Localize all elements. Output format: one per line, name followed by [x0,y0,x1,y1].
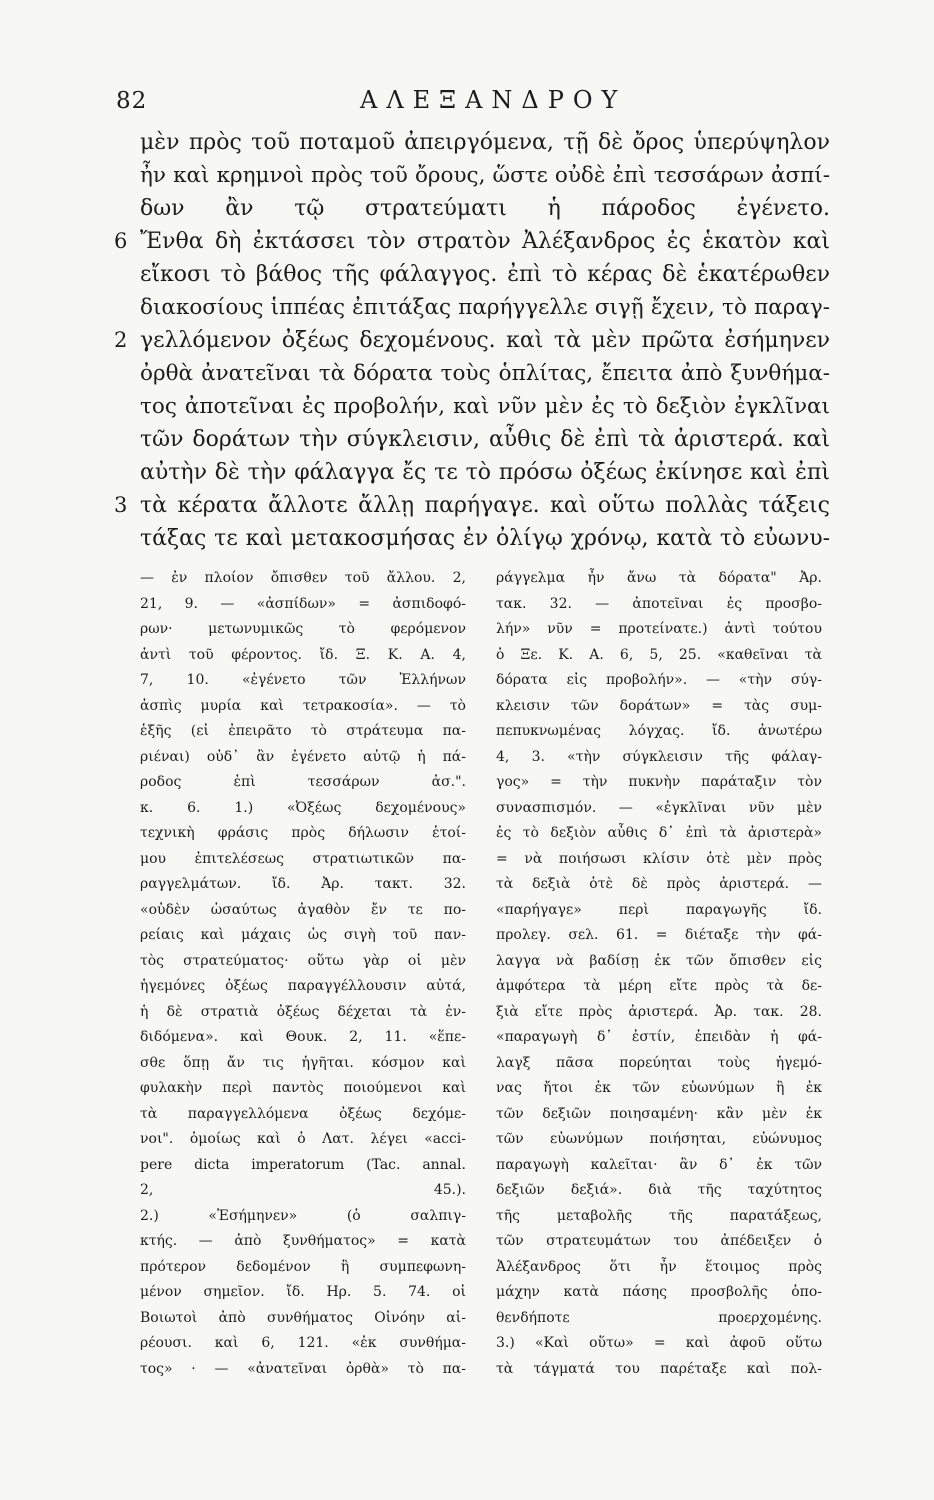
commentary-line: κτής. — ἀπὸ ξυνθήματος» = κατὰ [140,1233,466,1249]
commentary-line: κλεισιν τῶν δοράτων» = τὰς συμ- [496,697,822,714]
commentary-line: λαγγα νὰ βαδίσῃ ἐκ τῶν ὄπισθεν εἰς [496,952,822,969]
commentary-line: ρων· μετωνυμικῶς τὸ φερόμενον [140,621,466,637]
main-text-line [140,291,830,324]
commentary-line: δόρατα εἰς προβολήν». — «τὴν σύγ- [496,672,822,688]
commentary-line: τὸς στρατεύματος· οὕτω γὰρ οἱ μὲν [140,952,466,969]
main-text-line [140,456,830,489]
main-text-content: δων ἂν τῷ στρατεύματι ἡ πάροδος ἐγένετο. [140,196,830,221]
commentary-line: τὰ δεξιὰ ὁτὲ δὲ πρὸς ἀριστερά. — [496,876,822,892]
commentary-line: φυλακὴν περὶ παντὸς ποιούμενοι καὶ [140,1080,466,1096]
main-text-content: διακοσίους ἱππέας ἐπιτάξας παρήγγελλε σιγῇ ἔχειν, τὸ παραγ- [140,295,830,320]
commentary-line: θενδήποτε προερχομένης. [496,1309,822,1326]
commentary-line: δεξιῶν δεξιά». διὰ τῆς ταχύτητος [496,1182,822,1198]
commentary-line: ρείαις καὶ μάχαις ὡς σιγὴ τοῦ παν- [140,927,466,943]
commentary-line: Βοιωτοὶ ἀπὸ συνθήματος Οἰνόην αἱ- [140,1309,466,1326]
commentary-line: νας ἤτοι ἐκ τῶν εὐωνύμων ἢ ἐκ [496,1080,822,1096]
main-text-line [114,225,830,258]
commentary-line: ράγγελμα ἦν ἄνω τὰ δόρατα" Ἀρ. [496,570,822,586]
commentary-left-column [140,566,466,1382]
commentary-line: τῆς μεταβολῆς τῆς παρατάξεως, [496,1207,822,1224]
main-text-content: μὲν πρὸς τοῦ ποταμοῦ ἀπειργόμενα, τῇ δὲ ὄρος ὑπερύψηλον [140,130,830,155]
commentary-line: ἀσπὶς μυρία καὶ τετρακοσία». — τὸ [140,697,466,714]
commentary-line: ἡ δὲ στρατιὰ ὀξέως δέχεται τὰ ἐν- [140,1003,466,1020]
main-text-content: ἦν καὶ κρημνοὶ πρὸς τοῦ ὄρους, ὥστε οὐδὲ ἐπὶ τεσσάρων ἀσπί- [140,163,830,188]
commentary-line: σθε ὅπῃ ἄν τις ἡγῆται. κόσμον καὶ [140,1054,466,1071]
commentary-line: τακ. 32. — ἀποτεῖναι ἐς προσβο- [496,595,822,612]
commentary-line: ἡγεμόνες ὀξέως παραγγέλλουσιν αὐτά, [140,978,466,994]
main-text-content: τὰ κέρατα ἄλλοτε ἄλλῃ παρήγαγε. καὶ οὕτω πολλὰς τάξεις [140,493,830,518]
main-text-content: Ἔνθα δὴ ἐκτάσσει τὸν στρατὸν Ἀλέξανδρος ἐς ἑκατὸν καὶ [140,229,830,254]
commentary-line: λήν» νῦν = προτείνατε.) ἀντὶ τούτου [496,621,822,637]
main-text-line [114,489,830,522]
commentary-line: ραγγελμάτων. ἴδ. Ἀρ. τακτ. 32. [140,876,466,892]
main-text-content: τῶν δοράτων τὴν σύγκλεισιν, αὖθις δὲ ἐπὶ τὰ ἀριστερά. καὶ [140,427,830,452]
commentary-line: Ἀλέξανδρος ὅτι ἦν ἕτοιμος πρὸς [496,1258,822,1275]
main-text-content: τάξας τε καὶ μετακοσμήσας ἐν ὀλίγῳ χρόνῳ, κατὰ τὸ εὐωνυ- [140,526,830,551]
commentary-line: = νὰ ποιήσωσι κλίσιν ὁτὲ μὲν πρὸς [496,850,822,867]
commentary-line: τος» · — «ἀνατεῖναι ὀρθὰ» τὸ πα- [140,1360,466,1377]
commentary-line: ἀντὶ τοῦ φέροντος. ἴδ. Ξ. Κ. Α. 4, [140,646,466,663]
commentary-line: τῶν στρατευμάτων του ἀπέδειξεν ὁ [496,1233,822,1249]
main-text-line [140,258,830,291]
main-text-line [140,423,830,456]
main-text-line [140,357,830,390]
commentary-line: μου ἐπιτελέσεως στρατιωτικῶν πα- [140,850,466,867]
main-text-line [140,390,830,423]
commentary-line: νοι". ὁμοίως καὶ ὁ Λατ. λέγει «acci- [140,1131,466,1147]
commentary-line: ριέναι) οὐδ᾽ ἂν ἐγένετο αὐτῷ ἡ πά- [140,748,466,765]
commentary-line: πεπυκνωμένας λόγχας. ἴδ. ἀνωτέρω [496,723,822,739]
commentary-line: «παρήγαγε» περὶ παραγωγῆς ἴδ. [496,901,822,918]
commentary-line: ἑξῆς (εἰ ἐπειρᾶτο τὸ στράτευμα πα- [140,723,466,739]
commentary-line: μένον σημεῖον. ἴδ. Ηρ. 5. 74. οἱ [140,1284,466,1300]
commentary-line: ἀμφότερα τὰ μέρη εἴτε πρὸς τὰ δε- [496,978,822,994]
commentary-line: τὰ παραγγελλόμενα ὀξέως δεχόμε- [140,1105,466,1122]
commentary-line: «παραγωγὴ δ᾽ ἐστίν, ἐπειδὰν ἡ φά- [496,1029,822,1045]
commentary-line: πρότερον δεδομένον ἢ συμπεφωνη- [140,1258,466,1275]
commentary-line: 4, 3. «τὴν σύγκλεισιν τῆς φάλαγ- [496,748,822,765]
commentary-line: τὰ τάγματά του παρέταξε καὶ πολ- [496,1360,822,1377]
commentary-line: 21, 9. — «ἀσπίδων» = ἀσπιδοφό- [140,595,466,612]
main-text-line [114,324,830,357]
commentary-line: 3.) «Καὶ οὕτω» = καὶ ἀφοῦ οὕτω [496,1335,822,1351]
section-number: 3 [114,493,128,517]
commentary-line: τῶν εὐωνύμων ποιήσηται, εὐώνυμος [496,1131,822,1147]
main-text-content: εἴκοσι τὸ βάθος τῆς φάλαγγος. ἐπὶ τὸ κέρας δὲ ἑκατέρωθεν [140,262,830,287]
commentary-line: τῶν δεξιῶν ποιησαμένη· κἂν μὲν ἐκ [496,1105,822,1122]
main-text-line [140,159,830,192]
commentary-line: προλεγ. σελ. 61. = διέταξε τὴν φά- [496,927,822,943]
commentary-line: ὁ Ξε. Κ. Α. 6, 5, 25. «καθεῖναι τὰ [496,646,822,663]
running-title: ΑΛΕΞΑΝΔΡΟΥ [360,86,627,114]
main-text-line [140,522,830,555]
commentary-line: 7, 10. «ἐγένετο τῶν Ἑλλήνων [140,672,466,688]
commentary-line: «οὐδὲν ὡσαύτως ἀγαθὸν ἔν τε πο- [140,901,466,918]
commentary-line: κ. 6. 1.) «Ὀξέως δεχομένους» [140,799,466,816]
commentary-line: γος» = τὴν πυκνὴν παράταξιν τὸν [496,774,822,790]
commentary-line: ρέουσι. καὶ 6, 121. «ἐκ συνθήμα- [140,1335,466,1351]
main-text-content: τος ἀποτεῖναι ἐς προβολήν, καὶ νῦν μὲν ἐς τὸ δεξιὸν ἐγκλῖναι [140,394,830,419]
section-number: 2 [114,328,128,352]
commentary-line: τεχνικὴ φράσις πρὸς δήλωσιν ἑτοί- [140,825,466,841]
main-text-line [140,192,830,225]
section-number: 6 [114,229,128,253]
main-text-line [140,126,830,159]
commentary-line: — ἐν πλοίον ὄπισθεν τοῦ ἄλλου. 2, [140,570,466,586]
commentary-line: 2.) «Ἐσήμηνεν» (ὁ σαλπιγ- [140,1207,466,1224]
page-number: 82 [116,88,148,114]
commentary-line: παραγωγὴ καλεῖται· ἂν δ᾽ ἐκ τῶν [496,1156,822,1173]
commentary-right-column [496,566,822,1382]
commentary-line: διδόμενα». καὶ Θουκ. 2, 11. «ἕπε- [140,1029,466,1045]
commentary-line: ξιὰ εἴτε πρὸς ἀριστερά. Ἀρ. τακ. 28. [496,1003,822,1020]
main-text-content: ὀρθὰ ἀνατεῖναι τὰ δόρατα τοὺς ὁπλίτας, ἔπειτα ἀπὸ ξυνθήμα- [140,361,830,386]
commentary-line: λαγξ πᾶσα πορεύηται τοὺς ἡγεμό- [496,1054,822,1071]
commentary-line: μάχην κατὰ πάσης προσβολῆς ὁπο- [496,1284,822,1300]
main-text-content: γελλόμενον ὀξέως δεχομένους. καὶ τὰ μὲν πρῶτα ἐσήμηνεν [140,328,830,353]
commentary-line: ἐς τὸ δεξιὸν αὖθις δ᾽ ἐπὶ τὰ ἀριστερὰ» [496,825,822,841]
main-text [114,126,830,555]
commentary-line: συνασπισμόν. — «ἐγκλῖναι νῦν μὲν [496,799,822,816]
commentary-line: 2, 45.). [140,1182,466,1198]
commentary-line: ροδος ἐπὶ τεσσάρων ἀσ.". [140,774,466,790]
main-text-content: αὐτὴν δὲ τὴν φάλαγγα ἔς τε τὸ πρόσω ὀξέως ἐκίνησε καὶ ἐπὶ [140,460,830,485]
commentary-line: pere dicta imperatorum (Tac. annal. [140,1156,466,1173]
